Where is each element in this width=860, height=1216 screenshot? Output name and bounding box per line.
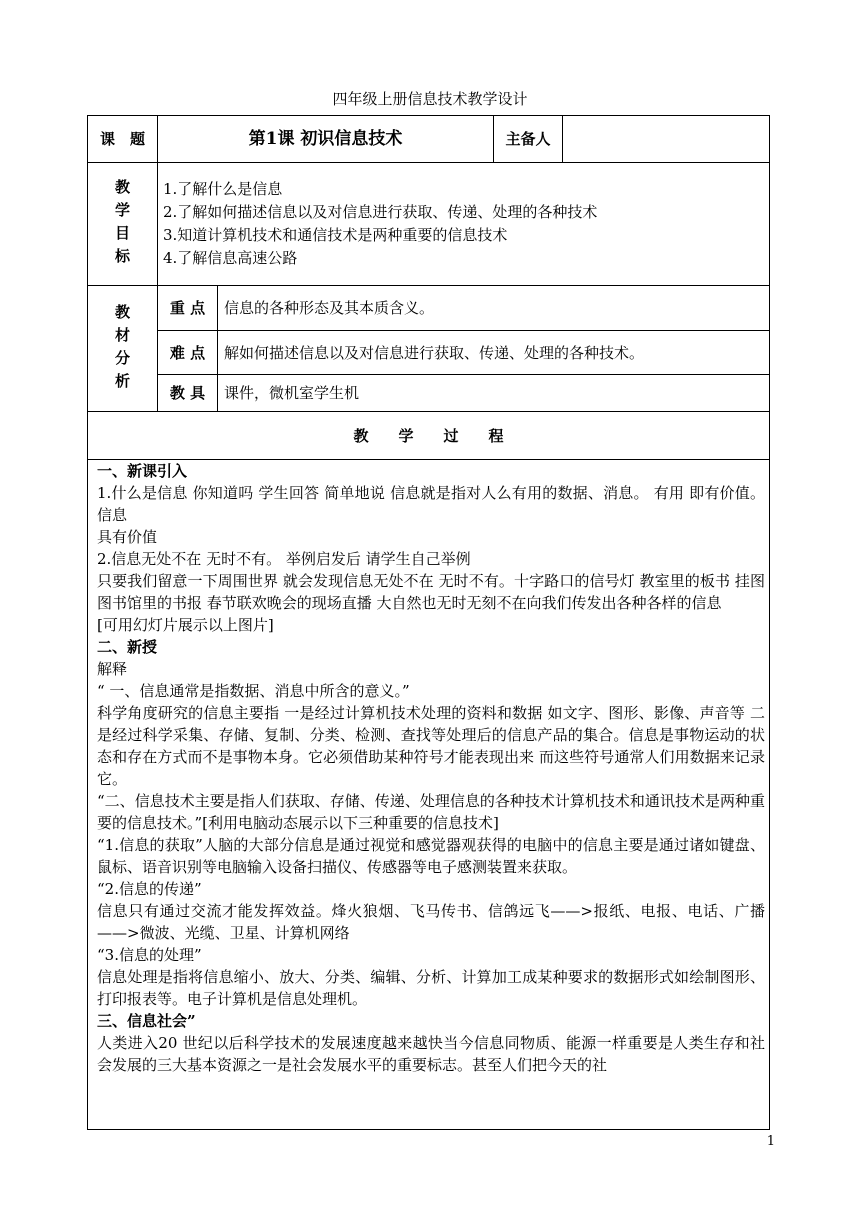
teaching-aids-label: 教 具 [169, 384, 206, 402]
difficulty-value: 解如何描述信息以及对信息进行获取、传递、处理的各种技术。 [224, 343, 645, 362]
paragraph: 科学角度研究的信息主要指 一是经过计算机技术处理的资料和数据 如文字、图形、影像、声音等 二是经过科学采集、存储、复制、分类、检测、查找等处理后的信息产品的集合。信息是事物运动的状态和存在方式而不是事物本身。它必须借助某种符号才能表现出来 而这些符号通常人们用数据来记录它。 [97, 704, 765, 788]
paragraph: “3.信息的处理” [97, 946, 202, 964]
section-heading: 二、新授 [97, 638, 158, 656]
author-label: 主备人 [505, 130, 551, 148]
objective-item: 1.了解什么是信息 [163, 180, 283, 198]
paragraph: “1.信息的获取”人脑的大部分信息是通过视觉和感觉器观获得的电脑中的信息主要是通过诸如键盘、鼠标、语音识别等电脑输入设备扫描仪、传感器等电子感测装置来获取。 [97, 836, 765, 876]
objectives-label [88, 176, 157, 268]
paragraph: 信息处理是指将信息缩小、放大、分类、编辑、分析、计算加工成某种要求的数据形式如绘制图形、打印报表等。电子计算机是信息处理机。 [97, 968, 765, 1008]
objective-item: 4.了解信息高速公路 [163, 249, 298, 267]
analysis-label-char: 析 [114, 372, 130, 390]
paragraph: [可用幻灯片展示以上图片] [97, 616, 274, 634]
paragraph: 2.信息无处不在 无时不有。 举例启发后 请学生自己举例 [97, 550, 471, 568]
analysis-label-char: 分 [114, 349, 130, 367]
paragraph: “ 一、信息通常是指数据、消息中所含的意义。” [97, 682, 410, 700]
objective-item: 2.了解如何描述信息以及对信息进行获取、传递、处理的各种技术 [163, 203, 598, 221]
key-point-label: 重 点 [169, 299, 206, 317]
teaching-process-body [97, 460, 765, 1076]
col-divider [157, 163, 158, 285]
row-divider [88, 162, 769, 163]
objectives-label-char: 学 [114, 201, 130, 219]
teaching-aids-value: 课件，微机室学生机 [224, 384, 360, 402]
key-point-value: 信息的各种形态及其本质含义。 [224, 299, 435, 317]
paragraph: “二、信息技术主要是指人们获取、存储、传递、处理信息的各种技术计算机技术和通讯技术是两种重要的信息技术。”[利用电脑动态展示以下三种重要的信息技术] [97, 792, 765, 832]
paragraph: 解释 [97, 660, 128, 678]
analysis-label-char: 教 [114, 303, 130, 321]
paragraph: 只要我们留意一下周围世界 就会发现信息无处不在 无时不有。十字路口的信号灯 教室里的板书 挂图 图书馆里的书报 春节联欢晚会的现场直播 大自然也无时无刻不在向我们传发出各种各样的信息 [97, 572, 765, 612]
lesson-title: 第1课 初识信息技术 [248, 129, 403, 149]
col-divider [217, 286, 218, 411]
paragraph: 信息只有通过交流才能发挥效益。烽火狼烟、飞马传书、信鸽远飞——>报纸、电报、电话、广播——>微波、光缆、卫星、计算机网络 [97, 902, 765, 942]
objectives-label-char: 标 [114, 247, 130, 265]
paragraph: 具有价值 [97, 528, 158, 546]
analysis-label-char: 材 [114, 326, 130, 344]
document-title: 四年级上册信息技术教学设计 [332, 90, 528, 108]
section-heading: 三、信息社会” [97, 1012, 196, 1030]
paragraph: “2.信息的传递” [97, 880, 202, 898]
section-heading: 一、新课引入 [97, 462, 188, 480]
objectives-list [163, 178, 763, 270]
difficulty-label: 难 点 [169, 343, 206, 362]
process-heading: 教 学 过 程 [353, 426, 504, 445]
objective-item: 3.知道计算机技术和通信技术是两种重要的信息技术 [163, 226, 508, 244]
objectives-label-char: 教 [114, 178, 130, 196]
objectives-label-char: 目 [114, 224, 130, 242]
paragraph: 人类进入20 世纪以后科学技术的发展速度越来越快当今信息同物质、能源一样重要是人类生存和社会发展的三大基本资源之一是社会发展水平的重要标志。甚至人们把今天的社 [97, 1034, 765, 1074]
author-value [563, 116, 769, 162]
page-number: 1 [766, 1134, 775, 1149]
analysis-label [88, 301, 157, 393]
topic-label: 课 题 [99, 130, 145, 148]
paragraph: 1.什么是信息 你知道吗 学生回答 简单地说 信息就是指对人么有用的数据、消息。 有用 即有价值。信息 [97, 484, 765, 524]
